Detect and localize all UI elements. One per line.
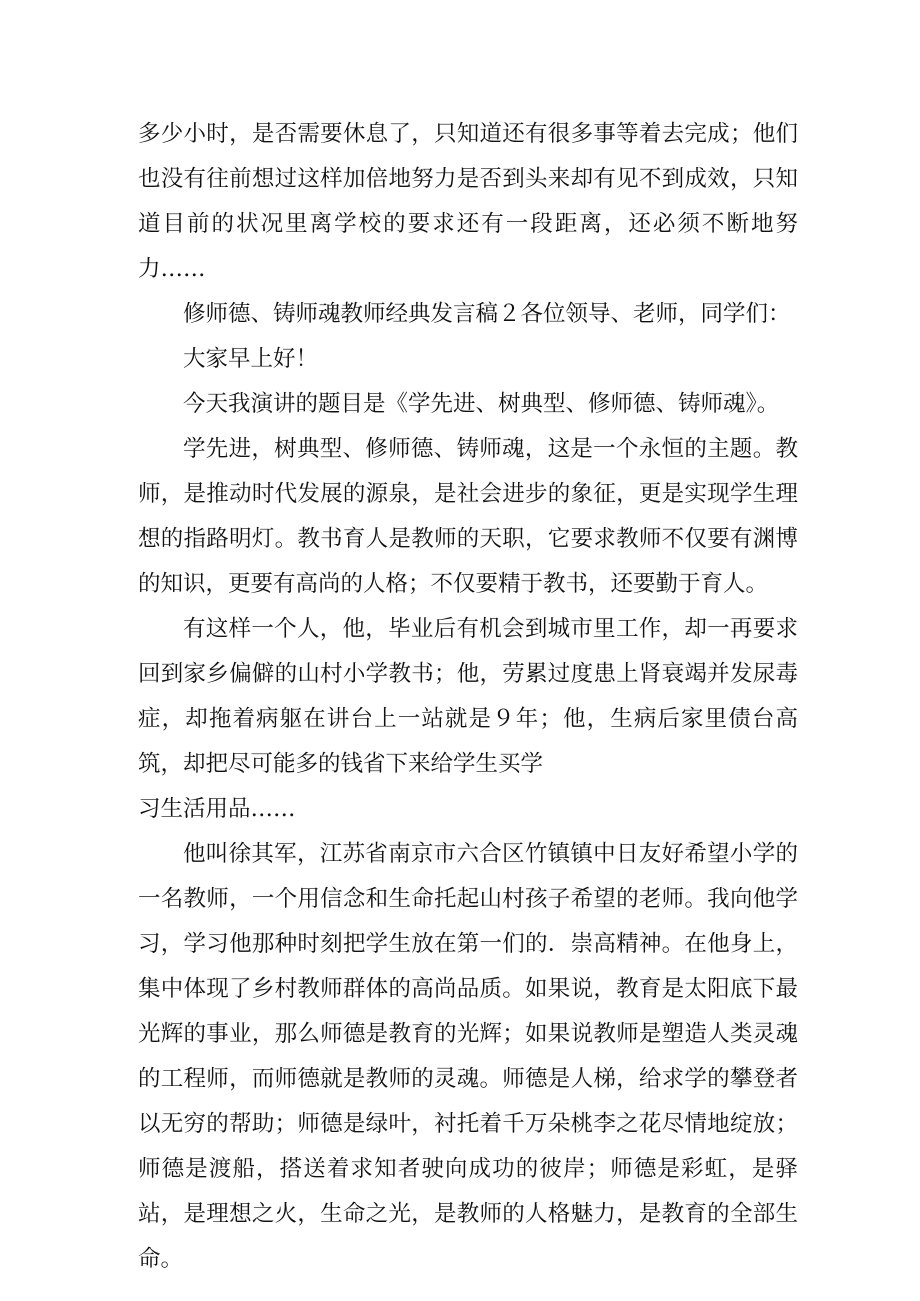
- paragraph-conclusion: 他叫徐其军，江苏省南京市六合区竹镇镇中日友好希望小学的一名教师，一个用信念和生命托起山村孩子希望的老师。我向他学习，学习他那种时刻把学生放在第一们的．崇高精神。在他身上，集中体现了乡村教师群体的高尚品质。如果说，教育是太阳底下最光辉的事业，那么师德是教育的光辉；如果说教师是塑造人类灵魂的工程师，而师德就是教师的灵魂。师德是人梯，给求学的攀登者以无穷的帮助；师德是绿叶，衬托着千万朵桃李之花尽情地绽放；师德是渡船，搭送着求知者驶向成功的彼岸；师德是彩虹，是驿站，是理想之火，生命之光，是教师的人格魅力，是教育的全部生命。: [138, 841, 798, 1272]
- paragraph-story: 有这样一个人，他，毕业后有机会到城市里工作，却一再要求回到家乡偏僻的山村小学教书；他，劳累过度患上肾衰竭并发尿毒症，却拖着病躯在讲台上一站就是９年；他，生病后家里债台高筑，却把尽可能多的钱省下来给学生买学: [138, 616, 798, 777]
- document-body: [138, 112, 798, 1282]
- paragraph-story-end: 习生活用品……: [138, 796, 296, 822]
- paragraph-speech-title: 修师德、铸师魂教师经典发言稿２各位领导、老师，同学们：: [183, 301, 791, 327]
- paragraph-topic: 今天我演讲的题目是《学先进、树典型、修师德、铸师魂》。: [183, 391, 780, 417]
- paragraph-continuation: 多少小时，是否需要休息了，只知道还有很多事等着去完成；他们也没有往前想过这样加倍地努力是否到头来却有见不到成效，只知道目前的状况里离学校的要求还有一段距离，还必须不断地努力……: [138, 121, 798, 282]
- paragraph-greeting: 大家早上好！: [183, 346, 319, 372]
- paragraph-theme: 学先进，树典型、修师德、铸师魂，这是一个永恒的主题。教师，是推动时代发展的源泉，是社会进步的象征，更是实现学生理想的指路明灯。教书育人是教师的天职，它要求教师不仅要有渊博的知识，更要有高尚的人格；不仅要精于教书，还要勤于育人。: [138, 436, 798, 597]
